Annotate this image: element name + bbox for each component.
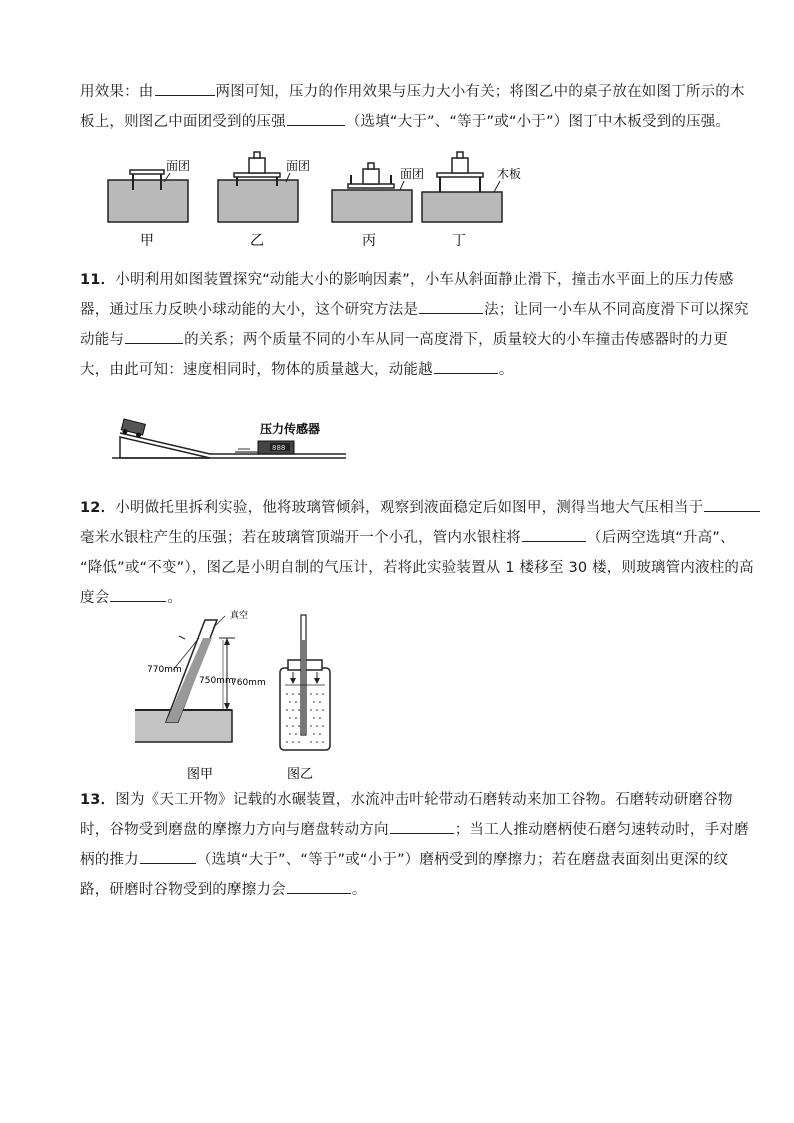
q12-text-segment: （后两空选填“升高”、 bbox=[587, 530, 735, 546]
caption-ding: 丁 bbox=[452, 233, 466, 249]
q12-line-2 bbox=[80, 523, 740, 553]
q11-text-segment: 法；让同一小车从不同高度滑下可以探究 bbox=[484, 302, 749, 318]
q11-line-3 bbox=[80, 325, 740, 355]
q12-text-segment: 毫米水银柱产生的压强；若在玻璃管顶端开一个小孔，管内水银柱将 bbox=[80, 530, 521, 546]
q10-text-segment: 板上，则图乙中面团受到的压强 bbox=[80, 114, 286, 130]
figure-ding bbox=[422, 152, 521, 249]
q13-text-segment: 图为《天工开物》记载的水碾装置，水流冲击叶轮带动石磨转动来加工谷物。石磨转动研磨谷物 bbox=[115, 792, 733, 808]
q13-line-4 bbox=[80, 875, 740, 905]
answer-blank[interactable] bbox=[390, 832, 454, 834]
q12-text bbox=[80, 493, 754, 613]
q13-line-2 bbox=[80, 815, 749, 845]
board-label: 木板 bbox=[497, 167, 522, 181]
sensor-label: 压力传感器 bbox=[260, 422, 321, 436]
figure-jia bbox=[108, 159, 190, 249]
answer-blank[interactable] bbox=[287, 124, 345, 126]
answer-blank[interactable] bbox=[419, 312, 483, 314]
caption-fig-jia: 图甲 bbox=[187, 767, 214, 782]
figure-torricelli bbox=[135, 610, 266, 782]
label-770: 770mm bbox=[147, 665, 182, 675]
answer-blank[interactable] bbox=[110, 600, 166, 602]
answer-blank[interactable] bbox=[140, 862, 196, 864]
vacuum-label: 真空 bbox=[230, 611, 249, 621]
answer-blank[interactable] bbox=[125, 342, 183, 344]
q12-line-4 bbox=[80, 583, 740, 613]
answer-blank[interactable] bbox=[287, 892, 351, 894]
dough-label: 面团 bbox=[286, 159, 311, 173]
q13-text-segment: ；当工人推动磨柄使石磨匀速转动时，手对磨 bbox=[454, 822, 749, 838]
q13-text-segment: （选填“大于”、“等于”或“小于”）磨柄受到的摩擦力；若在磨盘表面刻出更深的纹 bbox=[196, 852, 729, 868]
figure-barometer bbox=[280, 615, 330, 782]
ramp bbox=[120, 437, 210, 458]
answer-blank[interactable] bbox=[434, 372, 498, 374]
q12-text-segment: 小明做托里拆利实验，他将玻璃管倾斜，观察到液面稳定后如图甲，测得当地大气压相当于 bbox=[115, 500, 704, 516]
caption-yi: 乙 bbox=[250, 233, 264, 249]
dough-label: 面团 bbox=[400, 167, 425, 181]
q11-text-segment: 小明利用如图装置探究“动能大小的影响因素”，小车从斜面静止滑下，撞击水平面上的压力传感 bbox=[115, 272, 734, 288]
q10-line-2 bbox=[80, 107, 740, 137]
q11-line-2 bbox=[80, 295, 749, 325]
q11-figure bbox=[110, 395, 350, 470]
question-number: 11． bbox=[80, 272, 116, 288]
q12-line-1 bbox=[80, 493, 740, 523]
q11-text-segment: 。 bbox=[498, 362, 514, 378]
caption-fig-yi: 图乙 bbox=[287, 767, 314, 782]
q12-figure bbox=[135, 610, 365, 785]
q12-text-segment: 度会 bbox=[80, 590, 110, 606]
q11-text bbox=[80, 265, 749, 385]
pressure-sensor bbox=[235, 441, 294, 454]
q11-text-segment: 大，由此可知：速度相同时，物体的质量越大，动能越 bbox=[80, 362, 433, 378]
q10-text-segment: 用效果：由 bbox=[80, 84, 154, 100]
q12-line-3 bbox=[80, 553, 754, 583]
question-number: 13． bbox=[80, 792, 116, 808]
answer-blank[interactable] bbox=[704, 510, 760, 512]
q10-text-segment: 两图可知，压力的作用效果与压力大小有关；将图乙中的桌子放在如图丁所示的木 bbox=[215, 84, 745, 100]
q13-text bbox=[80, 785, 749, 905]
answer-blank[interactable] bbox=[155, 94, 215, 96]
question-number: 12． bbox=[80, 500, 116, 516]
answer-blank[interactable] bbox=[522, 540, 586, 542]
q13-text-segment: 路，研磨时谷物受到的摩擦力会 bbox=[80, 882, 286, 898]
figure-yi bbox=[218, 152, 310, 249]
q13-line-1 bbox=[80, 785, 740, 815]
caption-jia: 甲 bbox=[140, 233, 154, 249]
q12-text-segment: 。 bbox=[167, 590, 183, 606]
dough-label: 面团 bbox=[166, 159, 191, 173]
sensor-display: 888 bbox=[272, 444, 286, 452]
q10-text bbox=[80, 77, 745, 137]
q11-text-segment: 器，通过压力反映小球动能的大小，这个研究方法是 bbox=[80, 302, 419, 318]
q10-line-1 bbox=[80, 77, 745, 107]
q11-line-4 bbox=[80, 355, 740, 385]
q13-text-segment: 时，谷物受到磨盘的摩擦力方向与磨盘转动方向 bbox=[80, 822, 389, 838]
q11-text-segment: 动能与 bbox=[80, 332, 125, 348]
figure-bing bbox=[332, 163, 424, 249]
caption-bing: 丙 bbox=[362, 233, 376, 249]
q10-text-segment: （选填“大于”、“等于”或“小于”）图丁中木板受到的压强。 bbox=[345, 114, 731, 130]
label-760: 760mm bbox=[231, 678, 266, 688]
q10-figure bbox=[100, 140, 540, 255]
label-750: 750mm bbox=[199, 676, 234, 686]
q11-line-1 bbox=[80, 265, 740, 295]
q12-text-segment: “降低”或“不变”），图乙是小明自制的气压计，若将此实验装置从 1 楼移至 30 楼，则玻璃管内液柱的高 bbox=[80, 560, 754, 576]
q11-text-segment: 的关系；两个质量不同的小车从同一高度滑下，质量较大的小车撞击传感器时的力更 bbox=[184, 332, 729, 348]
q13-text-segment: 柄的推力 bbox=[80, 852, 139, 868]
q13-line-3 bbox=[80, 845, 740, 875]
q13-text-segment: 。 bbox=[351, 882, 367, 898]
